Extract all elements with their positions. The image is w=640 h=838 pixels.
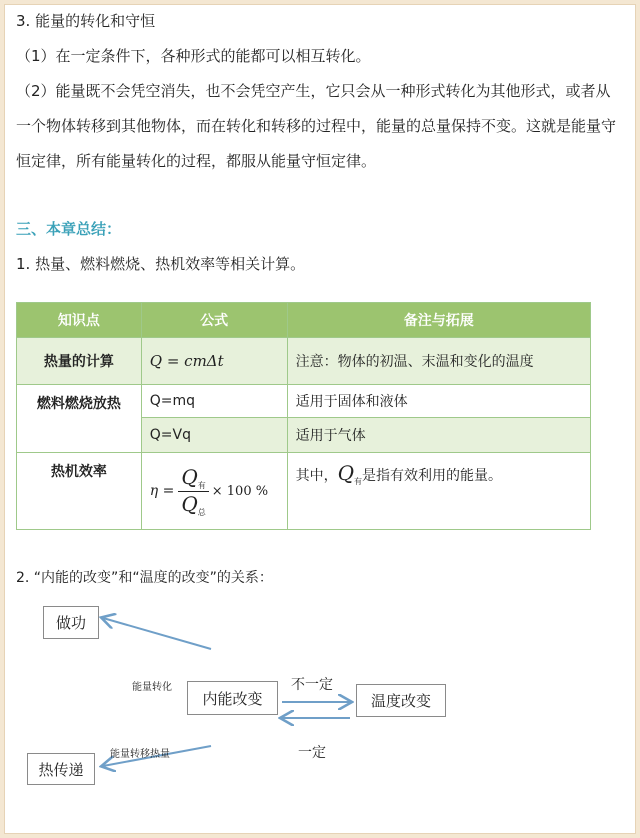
label-energy-conversion: 能量转化 (132, 682, 172, 693)
note-q: Q (337, 461, 355, 485)
cell-note: 适用于固体和液体 (287, 385, 590, 418)
numerator-q: Q (181, 464, 198, 489)
label-necessarily: 一定 (298, 745, 326, 761)
cell-formula: Q=Vq (141, 418, 287, 453)
box-heat-transfer: 热传递 (27, 753, 95, 785)
paragraph-point2-line1: （2）能量既不会凭空消失，也不会凭空产生，它只会从一种形式转化为其他形式，或者从 (16, 82, 611, 100)
summary-item1: 1. 热量、燃料燃烧、热机效率等相关计算。 (16, 255, 306, 273)
denominator-sub: 总 (197, 507, 206, 517)
cell-point: 热量的计算 (17, 338, 142, 385)
box-temperature: 温度改变 (356, 684, 446, 717)
cell-formula: Q = cmΔt (141, 338, 287, 385)
header-knowledge-point: 知识点 (17, 303, 142, 338)
paragraph-point2-line2: 一个物体转移到其他物体，而在转化和转移的过程中，能量的总量保持不变。这就是能量守 (16, 117, 617, 135)
paragraph-point2-line3: 恒定律，所有能量转化的过程，都服从能量守恒定律。 (16, 152, 377, 170)
numerator-sub: 有 (197, 480, 206, 490)
section-title: 3. 能量的转化和守恒 (16, 12, 156, 30)
note-suffix: 是指有效利用的能量。 (362, 468, 503, 484)
header-formula: 公式 (141, 303, 287, 338)
relation-title: 2. “内能的改变”和“温度的改变”的关系： (16, 570, 273, 586)
denominator-q: Q (181, 491, 198, 516)
arrow-to-work (103, 618, 211, 649)
cell-point: 燃料燃烧放热 (17, 385, 142, 453)
eta-symbol: η = (149, 483, 175, 499)
cell-note: 注意：物体的初温、末温和变化的温度 (287, 338, 590, 385)
cell-formula: Q=mq (141, 385, 287, 418)
box-internal-energy: 内能改变 (187, 681, 278, 715)
paragraph-point1: （1）在一定条件下，各种形式的能都可以相互转化。 (16, 47, 371, 65)
cell-point: 热机效率 (17, 453, 142, 530)
summary-heading: 三、本章总结： (16, 220, 122, 238)
box-work: 做功 (43, 606, 99, 639)
times-100-percent: × 100 % (211, 483, 269, 499)
note-prefix: 其中， (295, 468, 338, 484)
label-energy-transfer: 能量转移热量 (110, 749, 170, 760)
note-q-sub: 有 (354, 476, 363, 486)
header-notes: 备注与拓展 (287, 303, 590, 338)
cell-note: 适用于气体 (287, 418, 590, 453)
label-not-necessarily: 不一定 (291, 677, 333, 693)
